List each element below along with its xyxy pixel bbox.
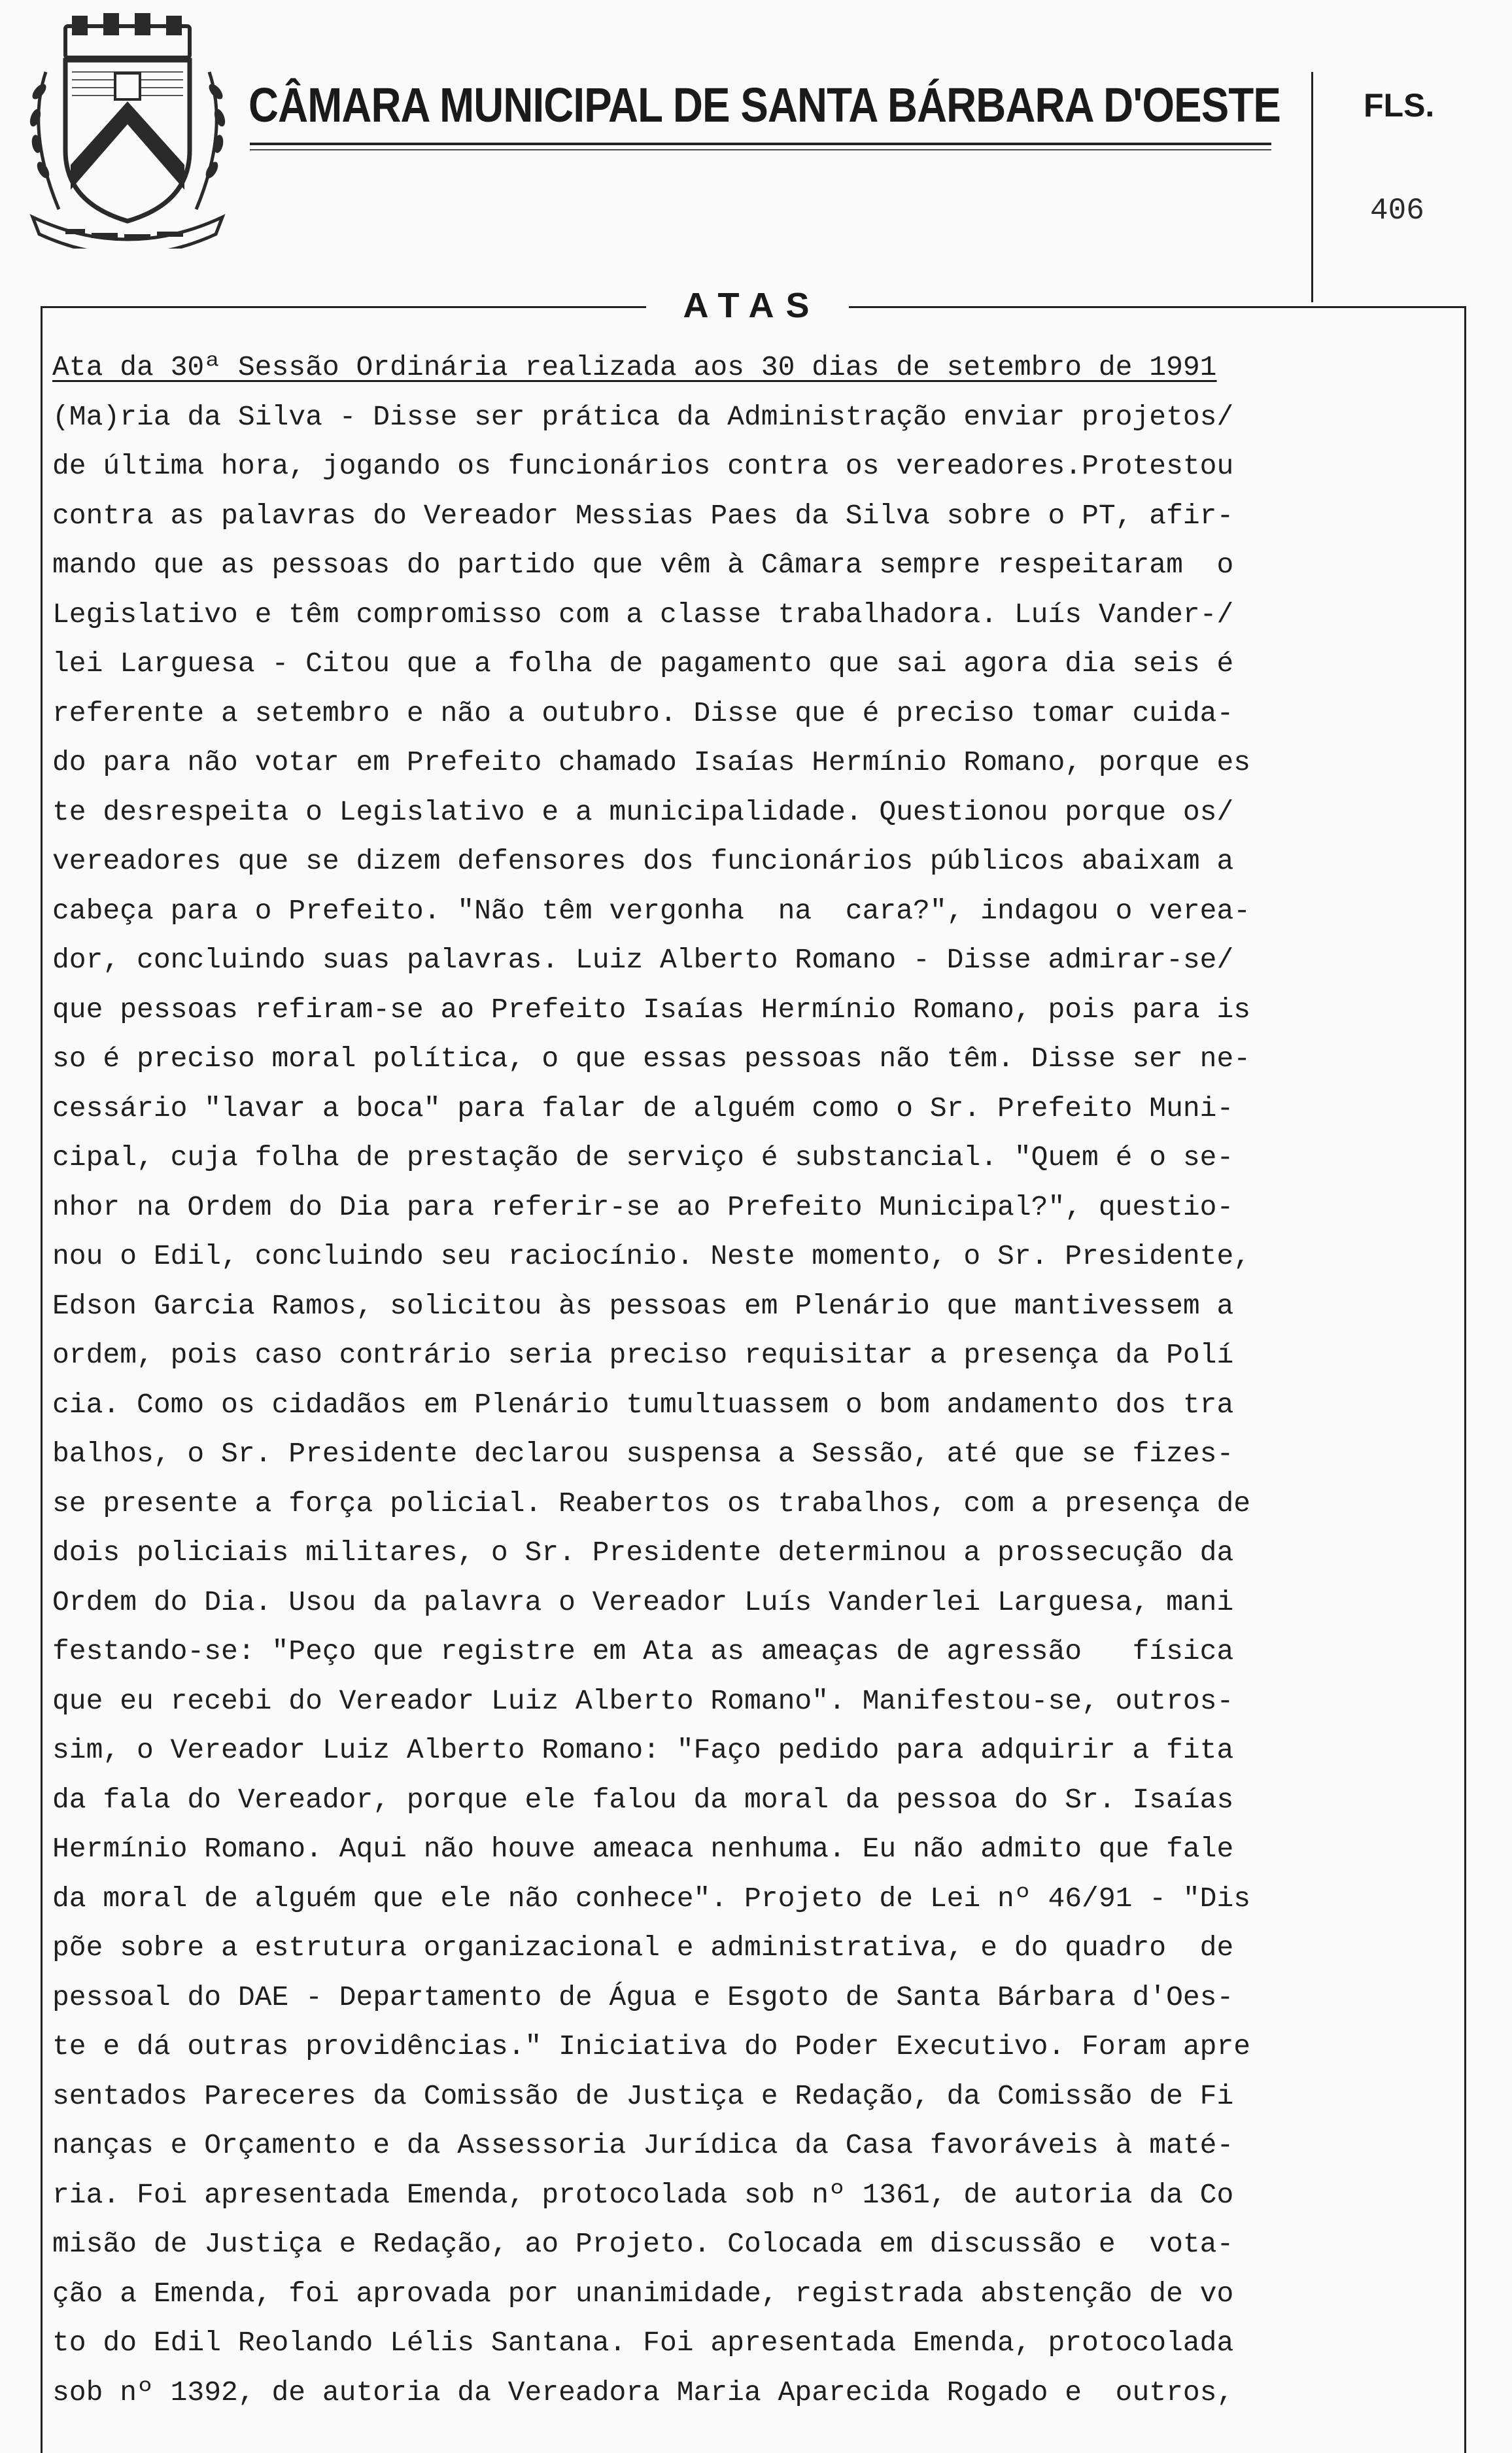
folio-number: 406 [1370,194,1424,228]
organization-name: CÂMARA MUNICIPAL DE SANTA BÁRBARA D'OESTE [249,78,1280,132]
text-line: da fala do Vereador, porque ele falou da moral da pessoa do Sr. Isaías [52,1783,1234,1816]
text-line: to do Edil Reolando Lélis Santana. Foi apresentada Emenda, protocolada [52,2327,1234,2359]
header-divider [1311,72,1313,302]
text-line: pessoal do DAE - Departamento de Água e Esgoto de Santa Bárbara d'Oes- [52,1981,1234,2013]
text-line: se presente a força policial. Reabertos os trabalhos, com a presença de [52,1487,1251,1520]
text-line: nhor na Ordem do Dia para referir-se ao Prefeito Municipal?", questio- [52,1191,1234,1223]
header-rule [250,143,1271,145]
header-rule-thin [250,149,1271,150]
text-line: nou o Edil, concluindo seu raciocínio. Neste momento, o Sr. Presidente, [52,1240,1251,1272]
text-line: te desrespeita o Legislativo e a municipalidade. Questionou porque os/ [52,795,1234,828]
text-line: nanças e Orçamento e da Assessoria Jurídica da Casa favoráveis à maté- [52,2129,1234,2161]
text-line: ordem, pois caso contrário seria preciso requisitar a presença da Polí [52,1339,1234,1371]
section-title: ATAS [683,286,821,325]
text-line: ção a Emenda, foi aprovada por unanimidade, registrada abstenção de vo [52,2277,1234,2310]
text-line: sentados Pareceres da Comissão de Justiça e Redação, da Comissão de Fi [52,2079,1234,2112]
text-line: sob nº 1392, de autoria da Vereadora Maria Aparecida Rogado e outros, [52,2376,1234,2409]
coat-of-arms-icon [20,13,235,249]
text-line: ria. Foi apresentada Emenda, protocolada sob nº 1361, de autoria da Co [52,2178,1234,2211]
text-line: misão de Justiça e Redação, ao Projeto. Colocada em discussão e vota- [52,2228,1234,2260]
folio-label: FLS. [1364,87,1435,124]
text-line: so é preciso moral política, o que essas pessoas não têm. Disse ser ne- [52,1043,1251,1075]
text-line: Edson Garcia Ramos, solicitou às pessoas em Plenário que mantivessem a [52,1289,1234,1322]
text-line: referente a setembro e não a outubro. Disse que é preciso tomar cuida- [52,697,1234,729]
text-line: sim, o Vereador Luiz Alberto Romano: "Faço pedido para adquirir a fita [52,1734,1234,1766]
text-line: põe sobre a estrutura organizacional e administrativa, e do quadro de [52,1932,1234,1964]
text-line: cipal, cuja folha de prestação de serviço é substancial. "Quem é o se- [52,1141,1234,1174]
text-line: cessário "lavar a boca" para falar de alguém como o Sr. Prefeito Muni- [52,1092,1234,1124]
text-line: da moral de alguém que ele não conhece". Projeto de Lei nº 46/91 - "Dis [52,1882,1251,1915]
text-line: Hermínio Romano. Aqui não houve ameaca nenhuma. Eu não admito que fale [52,1833,1234,1865]
text-line: Ordem do Dia. Usou da palavra o Vereador Luís Vanderlei Larguesa, mani [52,1586,1234,1618]
text-line: do para não votar em Prefeito chamado Isaías Hermínio Romano, porque es [52,746,1251,778]
text-line: que eu recebi do Vereador Luiz Alberto Romano". Manifestou-se, outros- [52,1684,1234,1717]
text-line: de última hora, jogando os funcionários contra os vereadores.Protestou [52,450,1234,482]
text-line: festando-se: "Peço que registre em Ata as ameaças de agressão física [52,1635,1234,1667]
text-line: cabeça para o Prefeito. "Não têm vergonha na cara?", indagou o verea- [52,894,1251,927]
text-line: vereadores que se dizem defensores dos funcionários públicos abaixam a [52,845,1234,877]
text-line: (Ma)ria da Silva - Disse ser prática da Administração enviar projetos/ [52,400,1234,433]
text-line: Legislativo e têm compromisso com a classe trabalhadora. Luís Vander-/ [52,598,1234,631]
text-line: cia. Como os cidadãos em Plenário tumultuassem o bom andamento dos tra [52,1388,1234,1421]
text-line: que pessoas refiram-se ao Prefeito Isaías Hermínio Romano, pois para is [52,993,1251,1026]
text-line: te e dá outras providências." Iniciativa do Poder Executivo. Foram apre [52,2030,1251,2062]
text-line: dor, concluindo suas palavras. Luiz Alberto Romano - Disse admirar-se/ [52,944,1234,976]
minutes-text [52,343,1458,2417]
document-heading: Ata da 30ª Sessão Ordinária realizada aos 30 dias de setembro de 1991 [52,351,1217,383]
text-line: dois policiais militares, o Sr. Presidente determinou a prossecução da [52,1537,1234,1569]
text-line: contra as palavras do Vereador Messias Paes da Silva sobre o PT, afir- [52,499,1234,532]
text-line: balhos, o Sr. Presidente declarou suspensa a Sessão, até que se fizes- [52,1438,1234,1470]
text-line: lei Larguesa - Citou que a folha de pagamento que sai agora dia seis é [52,648,1234,680]
text-line: mando que as pessoas do partido que vêm à Câmara sempre respeitaram o [52,549,1234,581]
